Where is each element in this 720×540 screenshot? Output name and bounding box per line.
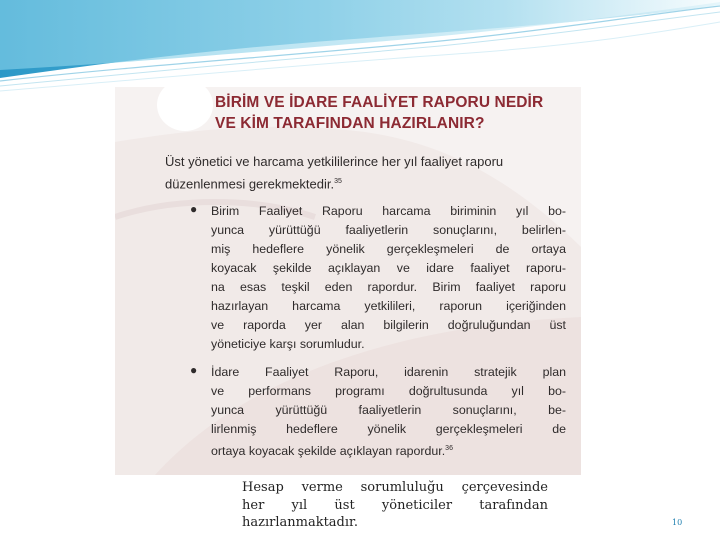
bullet-line: Birim Faaliyet Raporu harcama biriminin yıl bo-	[211, 204, 566, 218]
bullet-line	[211, 439, 566, 461]
bullet-line: hazırlayan harcama yetkilileri, raporun içeriğinden	[211, 299, 566, 313]
bullet-line: miş hedeflere yönelik gerçekleşmeleri de ortaya	[211, 242, 566, 256]
caption-line: hazırlanmaktadır.	[242, 515, 358, 530]
footnote-marker: 35	[334, 178, 342, 185]
bullet-line: koyacak şekilde açıklayan ve idare faaliyet raporu-	[211, 261, 566, 275]
heading-line: VE KİM TARAFINDAN HAZIRLANIR?	[215, 115, 485, 132]
intro-line	[165, 172, 565, 194]
bullet-line: yunca yürüttüğü faaliyetlerin sonuçlarını, be-	[211, 403, 566, 417]
bullet-line: ve performans programı doğrultusunda yıl bo-	[211, 384, 566, 398]
top-wave-decoration	[0, 0, 720, 95]
list-item	[190, 202, 566, 354]
page-number: 10	[672, 518, 683, 527]
wave-fill-light	[0, 0, 720, 70]
heading-line: BİRİM VE İDARE FAALİYET RAPORU NEDİR	[215, 94, 544, 111]
bullet-line: İdare Faaliyet Raporu, idarenin stratejik plan	[211, 365, 566, 379]
intro-line-text: düzenlenmesi gerekmektedir.	[165, 176, 335, 192]
bullet-line-text: ortaya koyacak şekilde açıklayan rapordur.	[211, 444, 446, 459]
document-heading	[215, 92, 575, 134]
document-intro	[165, 152, 565, 194]
bullet-icon: ●	[190, 202, 198, 216]
list-item	[190, 363, 566, 461]
document-scan	[115, 87, 581, 475]
footnote-marker: 36	[445, 445, 453, 452]
bullet-icon: ●	[190, 363, 198, 377]
slide-caption	[242, 479, 548, 532]
intro-line: Üst yönetici ve harcama yetkililerince her yıl faaliyet raporu	[165, 154, 504, 169]
bullet-line: lirlenmiş hedeflere yönelik gerçekleşmeleri de	[211, 422, 566, 436]
bullet-line: yunca yürüttüğü faaliyetlerin sonuçlarını, belirlen-	[211, 223, 566, 237]
bullet-line: ve raporda yer alan bilgilerin doğruluğundan üst	[211, 318, 566, 332]
caption-line: Hesap verme sorumluluğu çerçevesinde	[242, 480, 548, 495]
caption-line: her yıl üst yöneticiler tarafından	[242, 497, 548, 513]
bullet-line: na esas teşkil eden rapordur. Birim faaliyet raporu	[211, 280, 566, 294]
bullet-line: yöneticiye karşı sorumludur.	[211, 337, 365, 351]
definition-list	[190, 202, 566, 470]
